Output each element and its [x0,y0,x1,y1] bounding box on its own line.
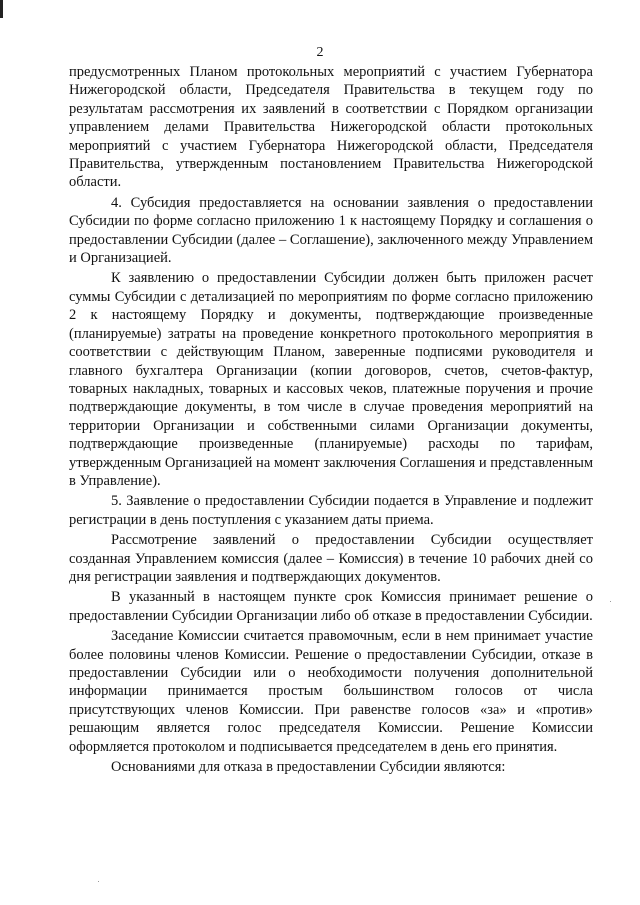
scan-corner-mark [0,0,3,18]
paragraph-clause-4: 4. Субсидия предоставляется на основании заявления о предоставлении Субсидии по форме согласно приложению 1 к настоящему Порядку и соглашения о предоставлении Субсидии (далее – Соглашение), заключенного между Управлением и Организацией. [69,194,593,267]
paragraph-clause-5: 5. Заявление о предоставлении Субсидии подается в Управление и подлежит регистрации в день поступления с указанием даты приема. [69,493,593,528]
paragraph-continuation: предусмотренных Планом протокольных мероприятий с участием Губернатора Нижегородской области, Председателя Правительства в текущем году по результатам рассмотрения их заявлений в соответствии с Порядком организации управлением делами Правительства Нижегородской области протокольных мероприятий с участием Губернатора Нижегородской области, Председателя Правительства, утвержденным постановлением Правительства Нижегородской области. [69,64,593,191]
paragraph-refusal-grounds: Основаниями для отказа в предоставлении Субсидии являются: [111,759,506,776]
paragraph-commission-decision: В указанный в настоящем пункте срок Комиссия принимает решение о предоставлении Субсидии Организации либо об отказе в предоставлении Субсидии. [69,589,593,624]
document-body [69,63,593,776]
paragraph-commission-quorum: Заседание Комиссии считается правомочным, если в нем принимает участие более половины членов Комиссии. Решение о предоставлении Субсидии, отказе в предоставлении Субсидии или о необходимости получения дополнительной информации принимается простым большинством голосов от числа присутствующих членов Комиссии. При равенстве голосов «за» и «против» решающим является голос председателя Комиссии. Решение Комиссии оформляется протоколом и подписывается председателем в день его принятия. [69,628,593,755]
page-number: 2 [316,45,324,60]
paragraph-commission-review: Рассмотрение заявлений о предоставлении Субсидии осуществляет созданная Управлением комиссия (далее – Комиссия) в течение 10 рабочих дней со дня регистрации заявления и подтверждающих документов. [69,532,593,585]
scan-speck [98,881,99,882]
paragraph-attachments: К заявлению о предоставлении Субсидии должен быть приложен расчет суммы Субсидии с детализацией по мероприятиям по форме согласно приложению 2 к настоящему Порядку и документы, подтверждающие произведенные (планируемые) затраты на проведение конкретного протокольного мероприятия в соответствии с действующим Планом, заверенные подписями руководителя и главного бухгалтера Организации (копии договоров, счетов, счетов-фактур, товарных накладных, товарных и кассовых чеков, платежные поручения и прочие подтверждающие документы, в том числе в случае проведения мероприятий на территории Организации и собственными силами Организации документы, подтверждающие произведенные (планируемые) расходы по тарифам, утвержденным Организацией на момент заключения Соглашения и представленным в Управление). [69,270,594,489]
scan-speck [610,601,611,602]
